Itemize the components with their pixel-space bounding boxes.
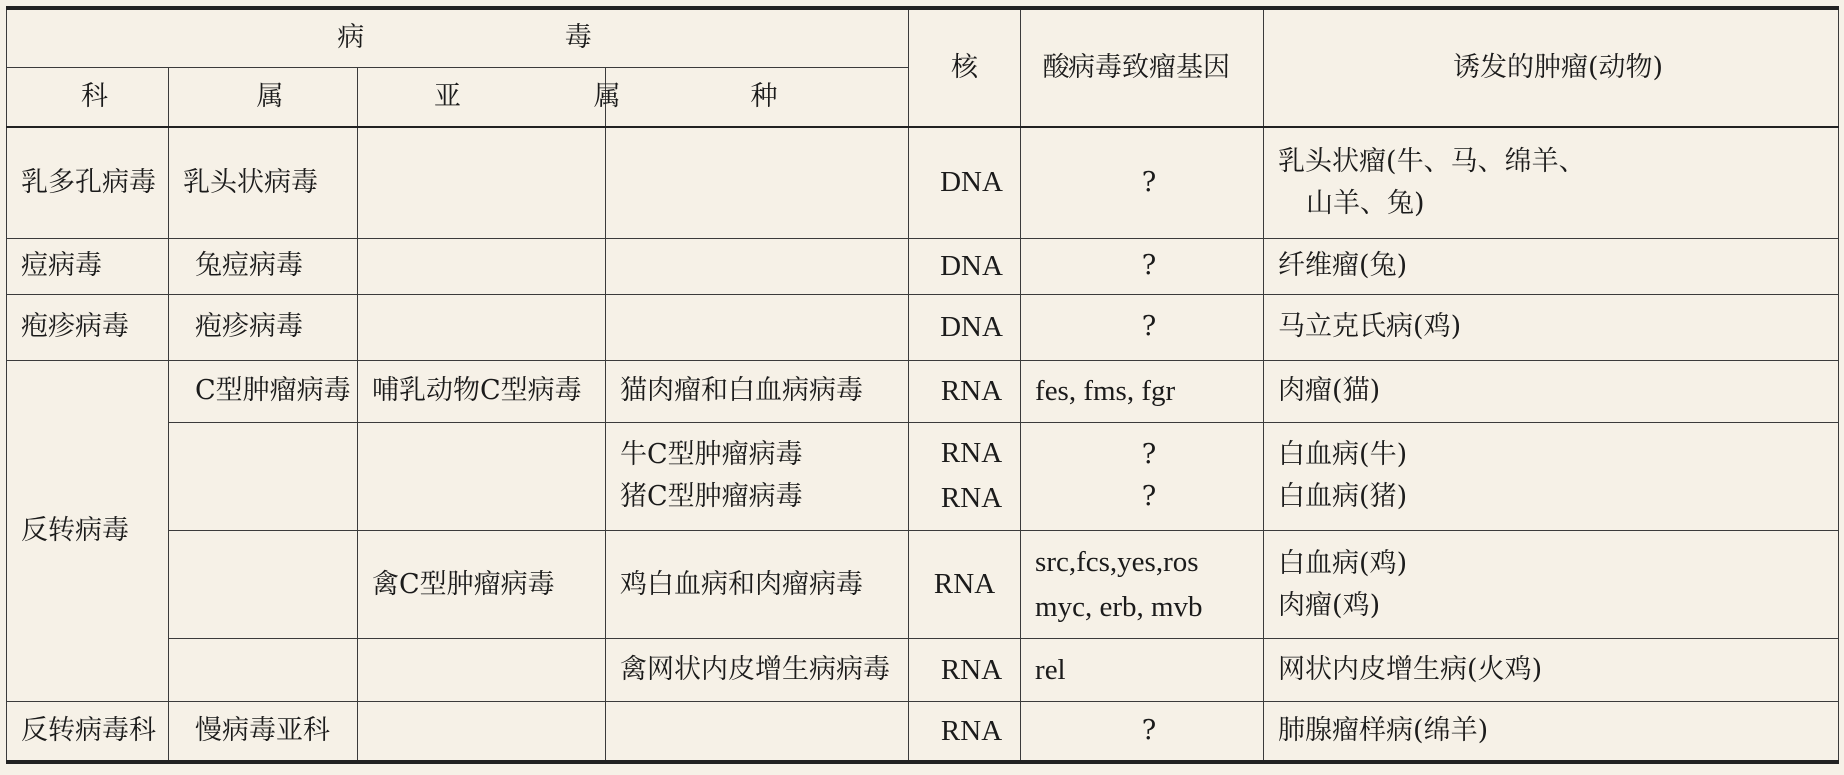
cell-subgenus	[358, 127, 606, 239]
cell-tumor: 肉瘤(猫)	[1264, 360, 1839, 422]
header-tumor: 诱发的肿瘤(动物)	[1264, 8, 1839, 127]
cell-genus	[169, 422, 358, 530]
cell-family: 痘病毒	[7, 238, 169, 294]
table-row	[7, 422, 1839, 530]
cell-family: 反转病毒科	[7, 702, 169, 763]
table-row	[7, 127, 1839, 239]
cell-tumor	[1264, 422, 1839, 530]
cell-genus: 疱疹病毒	[169, 294, 358, 360]
header-genus: 属	[169, 67, 358, 126]
cell-oncogene: ?	[1021, 127, 1264, 239]
tumor-line: 肉瘤(鸡)	[1278, 589, 1381, 621]
cell-nucleic-acid: RNA	[909, 530, 1021, 638]
cell-oncogene: ?	[1021, 702, 1264, 763]
cell-oncogene: fes, fms, fgr	[1021, 360, 1264, 422]
tumor-line: 白血病(鸡)	[1278, 547, 1408, 579]
cell-oncogene: rel	[1021, 639, 1264, 702]
cell-nucleic-acid: RNA	[909, 360, 1021, 422]
cell-family: 反转病毒	[7, 360, 169, 701]
cell-nucleic-acid: RNA RNA	[909, 422, 1021, 530]
cell-nucleic-acid: DNA	[909, 238, 1021, 294]
header-subgenus: 亚 属	[358, 67, 606, 126]
cell-subgenus: 哺乳动物C型病毒	[358, 360, 606, 422]
header-row-1	[7, 8, 1839, 67]
tumor-line: 白血病(牛)	[1278, 439, 1408, 471]
cell-tumor: 纤维瘤(兔)	[1264, 238, 1839, 294]
cell-tumor	[1264, 530, 1839, 638]
table-row	[7, 702, 1839, 763]
cell-subgenus	[358, 294, 606, 360]
cell-family: 乳多孔病毒	[7, 127, 169, 239]
cell-genus	[169, 530, 358, 638]
header-virus-group: 病 毒	[7, 8, 909, 67]
cell-species	[606, 238, 909, 294]
table-row	[7, 530, 1839, 638]
cell-family: 疱疹病毒	[7, 294, 169, 360]
species-line: 猪C型肿瘤病毒	[620, 481, 803, 513]
species-line: 牛C型肿瘤病毒	[620, 439, 803, 471]
cell-species	[606, 422, 909, 530]
cell-tumor: 网状内皮增生病(火鸡)	[1264, 639, 1839, 702]
virus-oncogene-table	[6, 6, 1839, 764]
tumor-line: 山羊、兔)	[1306, 187, 1425, 219]
cell-species: 猫肉瘤和白血病病毒	[606, 360, 909, 422]
table-row	[7, 294, 1839, 360]
cell-subgenus	[358, 702, 606, 763]
cell-species: 鸡白血病和肉瘤病毒	[606, 530, 909, 638]
cell-oncogene: src,fcs,yes,ros myc, erb, mvb	[1021, 530, 1264, 638]
cell-species: 禽网状内皮增生病病毒	[606, 639, 909, 702]
table-row	[7, 360, 1839, 422]
cell-species	[606, 127, 909, 239]
cell-nucleic-acid: DNA	[909, 294, 1021, 360]
cell-subgenus: 禽C型肿瘤病毒	[358, 530, 606, 638]
cell-subgenus	[358, 422, 606, 530]
cell-tumor: 肺腺瘤样病(绵羊)	[1264, 702, 1839, 763]
cell-tumor	[1264, 127, 1839, 239]
table-row	[7, 639, 1839, 702]
header-oncogene: 病毒致瘤基因	[1021, 8, 1264, 127]
cell-nucleic-acid: DNA	[909, 127, 1021, 239]
tumor-line: 乳头状瘤(牛、马、绵羊、	[1278, 145, 1586, 177]
cell-species	[606, 294, 909, 360]
cell-genus: 兔痘病毒	[169, 238, 358, 294]
cell-oncogene: ?	[1021, 238, 1264, 294]
cell-genus: C型肿瘤病毒	[169, 360, 358, 422]
tumor-line: 白血病(猪)	[1278, 481, 1408, 513]
cell-genus: 乳头状病毒	[169, 127, 358, 239]
cell-species	[606, 702, 909, 763]
cell-subgenus	[358, 238, 606, 294]
cell-genus	[169, 639, 358, 702]
cell-subgenus	[358, 639, 606, 702]
cell-genus: 慢病毒亚科	[169, 702, 358, 763]
cell-tumor: 马立克氏病(鸡)	[1264, 294, 1839, 360]
cell-oncogene: ? ?	[1021, 422, 1264, 530]
header-species: 种	[606, 67, 909, 126]
cell-nucleic-acid: RNA	[909, 702, 1021, 763]
cell-nucleic-acid: RNA	[909, 639, 1021, 702]
table-row	[7, 238, 1839, 294]
cell-oncogene: ?	[1021, 294, 1264, 360]
header-family: 科	[7, 67, 169, 126]
header-nucleic-acid: 核 酸	[909, 8, 1021, 127]
